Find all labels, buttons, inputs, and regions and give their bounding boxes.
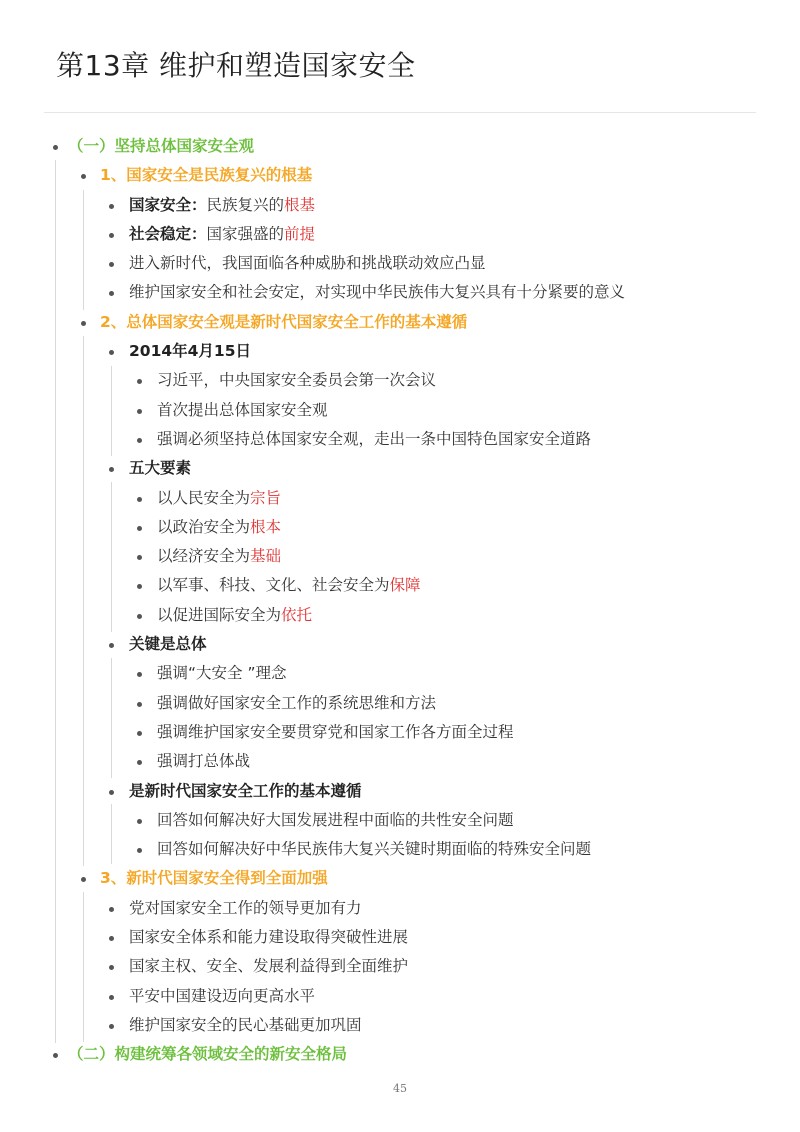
point-heading[interactable]: 3、新时代国家安全得到全面加强	[0, 864, 800, 893]
bullet-icon	[109, 291, 114, 296]
bullet-icon	[109, 936, 114, 941]
list-item: 社会稳定：国家强盛的前提	[0, 220, 800, 249]
bullet-icon	[109, 790, 114, 795]
bullet-icon	[109, 262, 114, 267]
list-item: 维护国家安全和社会安定，对实现中华民族伟大复兴具有十分紧要的意义	[0, 278, 800, 307]
group-heading[interactable]: 2014年4月15日	[0, 337, 800, 366]
bullet-icon	[109, 995, 114, 1000]
list-item: 党对国家安全工作的领导更加有力	[0, 894, 800, 923]
section-heading[interactable]: （二）构建统筹各领域安全的新安全格局	[0, 1040, 800, 1069]
point-heading[interactable]: 2、总体国家安全观是新时代国家安全工作的基本遵循	[0, 308, 800, 337]
bullet-icon	[137, 438, 142, 443]
list-item: 强调必须坚持总体国家安全观，走出一条中国特色国家安全道路	[0, 425, 800, 454]
bullet-icon	[137, 819, 142, 824]
bullet-icon	[137, 497, 142, 502]
bullet-icon	[109, 233, 114, 238]
outline	[0, 132, 800, 1070]
bullet-icon	[109, 1024, 114, 1029]
bullet-icon	[137, 760, 142, 765]
bullet-icon	[137, 731, 142, 736]
list-item: 以人民安全为宗旨	[0, 484, 800, 513]
point-heading[interactable]: 1、国家安全是民族复兴的根基	[0, 161, 800, 190]
list-item: 强调打总体战	[0, 747, 800, 776]
bullet-icon	[109, 965, 114, 970]
list-item: 回答如何解决好中华民族伟大复兴关键时期面临的特殊安全问题	[0, 835, 800, 864]
bullet-icon	[81, 877, 86, 882]
bullet-icon	[81, 174, 86, 179]
list-item: 强调“大安全 ”理念	[0, 659, 800, 688]
list-item: 平安中国建设迈向更高水平	[0, 982, 800, 1011]
bullet-icon	[109, 467, 114, 472]
list-item: 以经济安全为基础	[0, 542, 800, 571]
group-heading[interactable]: 五大要素	[0, 454, 800, 483]
list-item: 强调维护国家安全要贯穿党和国家工作各方面全过程	[0, 718, 800, 747]
title-divider	[44, 112, 756, 113]
bullet-icon	[137, 584, 142, 589]
list-item: 以促进国际安全为依托	[0, 601, 800, 630]
bullet-icon	[137, 409, 142, 414]
page-title: 第13章 维护和塑造国家安全	[56, 49, 416, 82]
list-item: 以军事、科技、文化、社会安全为保障	[0, 571, 800, 600]
bullet-icon	[109, 643, 114, 648]
bullet-icon	[137, 379, 142, 384]
bullet-icon	[137, 555, 142, 560]
list-item: 强调做好国家安全工作的系统思维和方法	[0, 689, 800, 718]
bullet-icon	[137, 526, 142, 531]
bullet-icon	[109, 350, 114, 355]
list-item: 习近平，中央国家安全委员会第一次会议	[0, 366, 800, 395]
group-heading[interactable]: 是新时代国家安全工作的基本遵循	[0, 777, 800, 806]
section-heading[interactable]: （一）坚持总体国家安全观	[0, 132, 800, 161]
bullet-icon	[137, 702, 142, 707]
list-item: 以政治安全为根本	[0, 513, 800, 542]
bullet-icon	[137, 848, 142, 853]
bullet-icon	[53, 145, 58, 150]
list-item: 国家主权、安全、发展利益得到全面维护	[0, 952, 800, 981]
list-item: 首次提出总体国家安全观	[0, 396, 800, 425]
bullet-icon	[109, 204, 114, 209]
bullet-icon	[137, 614, 142, 619]
page-number: 45	[393, 1082, 407, 1095]
bullet-icon	[53, 1053, 58, 1058]
list-item: 进入新时代，我国面临各种威胁和挑战联动效应凸显	[0, 249, 800, 278]
group-heading[interactable]: 关键是总体	[0, 630, 800, 659]
bullet-icon	[137, 672, 142, 677]
bullet-icon	[81, 321, 86, 326]
bullet-icon	[109, 907, 114, 912]
list-item: 回答如何解决好大国发展进程中面临的共性安全问题	[0, 806, 800, 835]
list-item: 国家安全：民族复兴的根基	[0, 191, 800, 220]
list-item: 国家安全体系和能力建设取得突破性进展	[0, 923, 800, 952]
list-item: 维护国家安全的民心基础更加巩固	[0, 1011, 800, 1040]
